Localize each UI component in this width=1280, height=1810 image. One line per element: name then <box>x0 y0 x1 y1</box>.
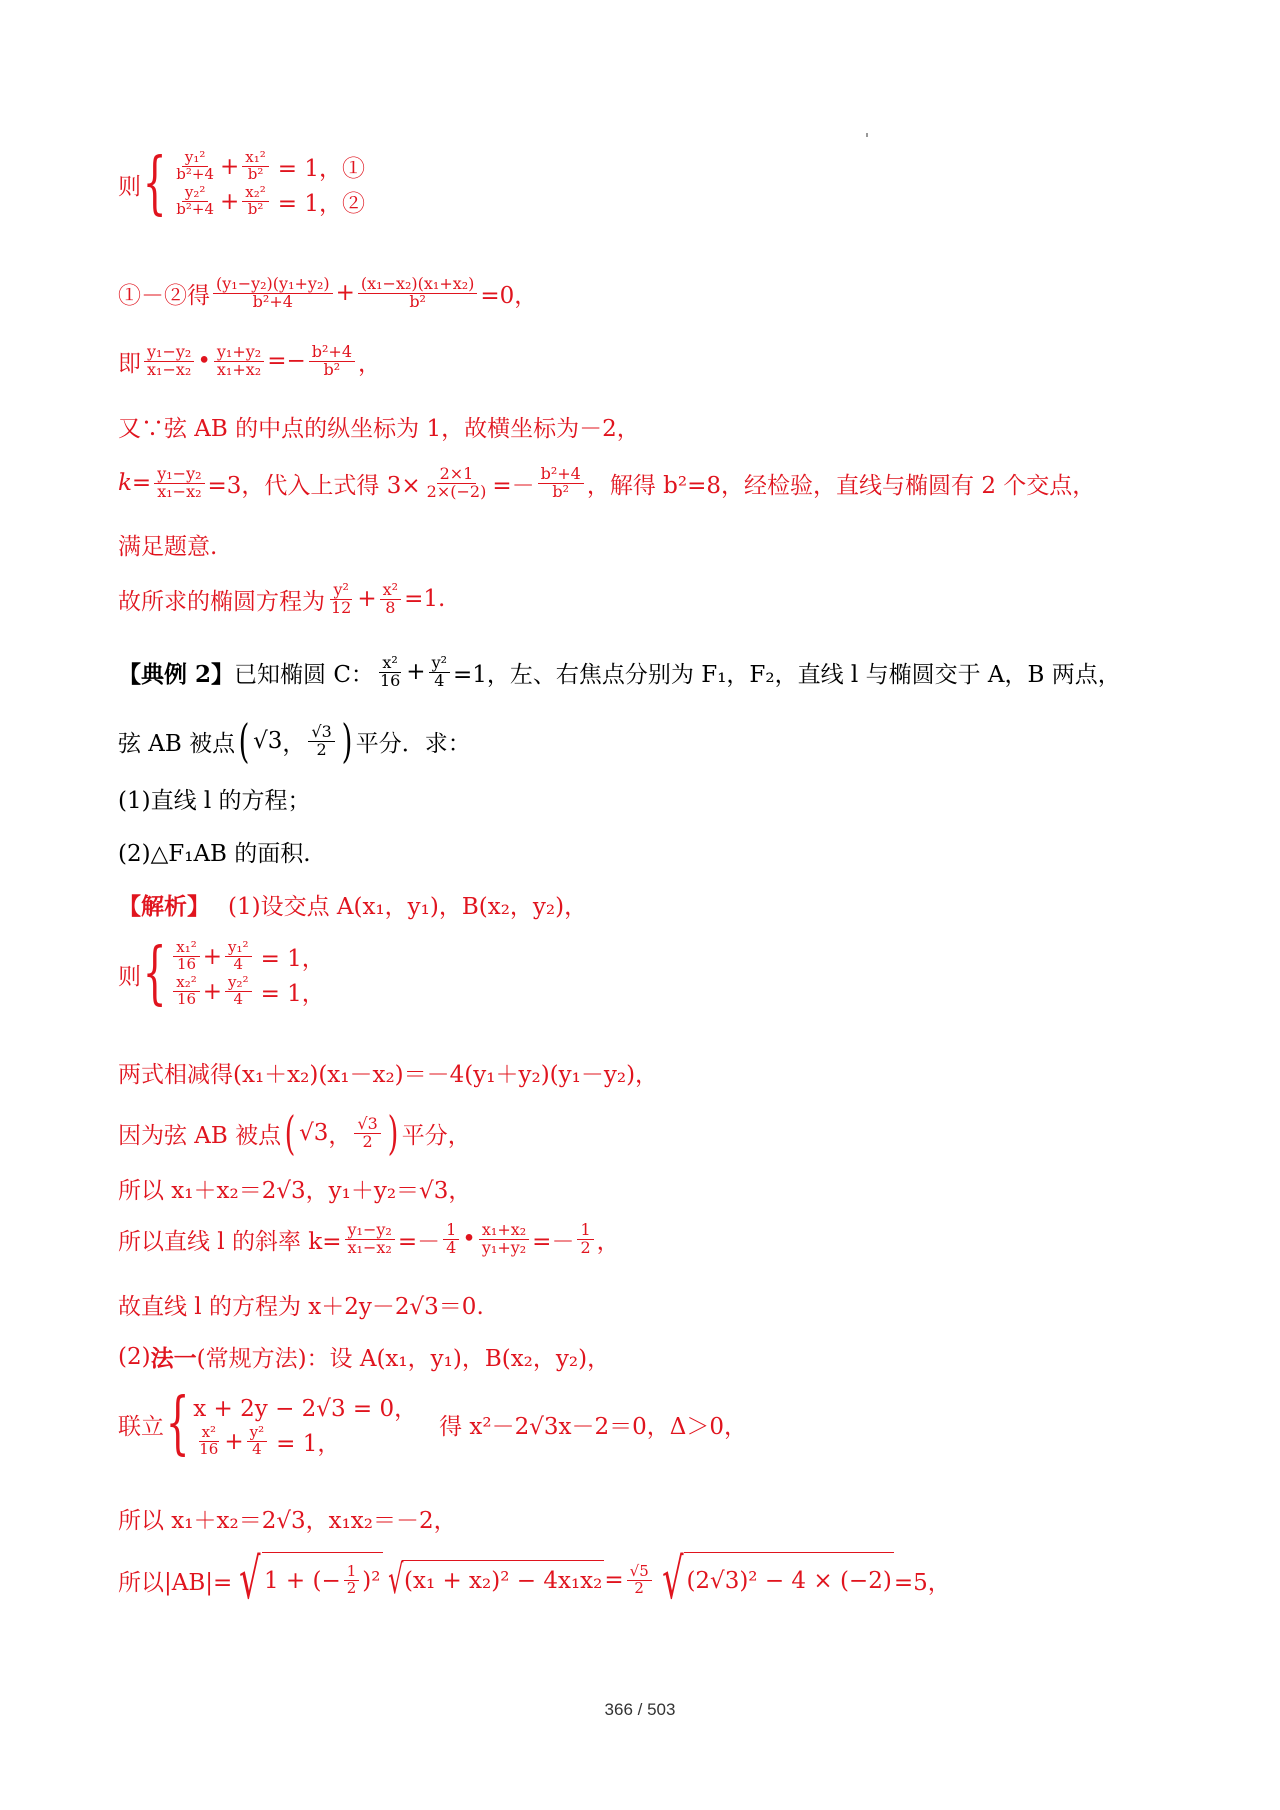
chord-length-line: 所以|AB|= √ 1 + (− $\frac{1}{2}$ )² √ (x₁ + x₂)² − 4x₁x₂ = $\frac{√5}{2}$ √ (2√3)² − 4 × (−2) =5， <box>118 1547 951 1612</box>
result-line: 故所求的椭圆方程为 $\frac{\text{y²}}{12}$ + $\frac{\text{x²}}{8}$ =1. <box>118 580 446 617</box>
fraction: $\frac{\text{b²+4}}{\text{b²}}$ <box>538 466 584 501</box>
equation-system: { $\frac{\text{x₁²}}{16}$ + $\frac{\text{y₁²}}{4}$ = 1， $\frac{\text{x₂²}}{16}$ + $\frac{\text{y₂²}}{4}$ = 1， <box>142 934 325 1013</box>
analysis-line: 【解析】 (1)设交点 A(x₁，y₁)，B(x₂，y₂)， <box>118 888 587 921</box>
text-ze: 则 <box>118 173 141 200</box>
slope-line: k= $\frac{\text{y₁−y₂}}{\text{x₁−x₂}}$ =3，代入上式得 3× $\frac{2\times 1}{2\times(-2)}$ =－ $\frac{\text{b²+4}}{\text{b²}}$ ，解得 b²=8，经检验，直线与椭圆有 2 个交点， <box>118 464 1096 501</box>
fraction: $\frac{\text{(x₁−x₂)(x₁+x₂)}}{\text{b²}}$ <box>358 276 478 311</box>
equation-system: { x + 2y − 2√3 = 0， $\frac{\text{x²}}{16}$ + $\frac{\text{y²}}{4}$ = 1， <box>165 1384 418 1463</box>
ratio-line: 即 $\frac{\text{y₁−y₂}}{\text{x₁−x₂}}$ • $\frac{\text{y₁+y₂}}{\text{x₁+x₂}}$ =− $\frac{\text{b²+4}}{\text{b²}}$ ， <box>118 342 381 379</box>
midpoint-line: 又∵弦 AB 的中点的纵坐标为 1，故横坐标为－2， <box>118 416 640 442</box>
satisfy-line: 满足题意. <box>118 534 218 560</box>
question-2: (2)△F₁AB 的面积. <box>118 841 311 867</box>
sqrt-expression: √ 1 + (− $\frac{1}{2}$ )² <box>239 1547 381 1612</box>
example-tag: 【典例 2】 <box>118 660 235 688</box>
fraction: $\frac{\text{y₁²}}{\text{b²+4}}$ <box>176 148 214 183</box>
analysis-tag: 【解析】 <box>118 893 210 920</box>
sum-line: 所以 x₁＋x₂＝2√3，y₁＋y₂＝√3， <box>118 1178 472 1204</box>
system-line-2: 则 { $\frac{\text{x₁²}}{16}$ + $\frac{\text{y₁²}}{4}$ = 1， $\frac{\text{x₂²}}{16}$ + $\frac{\text{y₂²}}{4}$ = 1， <box>118 934 325 1013</box>
joint-system-line: 联立 { x + 2y − 2√3 = 0， $\frac{\text{x²}}{16}$ + $\frac{\text{y²}}{4}$ = 1， 得 x²－2√3x－2＝0，Δ＞0， <box>118 1384 748 1463</box>
brace: { <box>142 144 167 223</box>
subtract-line-2: 两式相减得(x₁＋x₂)(x₁－x₂)＝－4(y₁＋y₂)(y₁－y₂)， <box>118 1062 659 1088</box>
sqrt-expression: √ (2√3)² − 4 × (−2) <box>661 1547 892 1612</box>
system-line-1 <box>118 144 365 223</box>
fraction: $\frac{\text{x₁²}}{\text{b²}}$ <box>242 150 269 183</box>
fraction: $\frac{\text{y²}}{12}$ <box>331 580 352 617</box>
fraction: $\frac{\text{(y₁−y₂)(y₁+y₂)}}{\text{b²+4}}$ <box>213 276 333 311</box>
line-equation: 故直线 l 的方程为 x＋2y－2√3＝0. <box>118 1294 484 1320</box>
scan-mark <box>866 133 868 137</box>
sqrt-expression: √ (x₁ + x₂)² − 4x₁x₂ <box>387 1557 603 1603</box>
fraction: $\frac{\text{y₁−y₂}}{\text{x₁−x₂}}$ <box>154 466 204 501</box>
fraction: $\frac{2\times 1}{2\times(-2)}$ <box>426 464 487 501</box>
subtract-line: ①－②得 $\frac{\text{(y₁−y₂)(y₁+y₂)}}{\text{b²+4}}$ + $\frac{\text{(x₁−x₂)(x₁+x₂)}}{\text{b²}}$ =0， <box>118 274 538 311</box>
vieta-line: 所以 x₁＋x₂＝2√3，x₁x₂＝－2， <box>118 1508 457 1534</box>
fraction: $\frac{\text{y₁+y₂}}{\text{x₁+x₂}}$ <box>214 344 264 379</box>
fraction: $\frac{√3}{2}$ <box>308 724 334 759</box>
page-number: 366 / 503 <box>604 1700 676 1719</box>
fraction: $\frac{\text{x₂²}}{\text{b²}}$ <box>242 185 269 218</box>
method-one-line: (2) 法一 (常规方法)：设 A(x₁，y₁)，B(x₂，y₂)， <box>118 1343 611 1372</box>
fraction: $\frac{\text{y₂²}}{\text{b²+4}}$ <box>176 183 214 218</box>
equation-system: { $\frac{\text{y₁²}}{\text{b²+4}}$ + $\frac{\text{x₁²}}{\text{b²}}$ = 1，① $\frac{\text{y₂²}}{\text{b²+4}}$ + $\frac{\text{x₂²}}{\text{b²}}$ = 1，② <box>142 144 365 223</box>
fraction: $\frac{\text{y₁−y₂}}{\text{x₁−x₂}}$ <box>144 344 194 379</box>
example2-line1: 【典例 2】 已知椭圆 C： $\frac{\text{x²}}{16}$ + $\frac{\text{y²}}{4}$ =1，左、右焦点分别为 F₁，F₂，直线 l 与椭圆交于 A，B 两点， <box>118 653 1121 690</box>
slope-line-2: 所以直线 l 的斜率 k= $\frac{\text{y₁−y₂}}{\text{x₁−x₂}}$ =－ $\frac{1}{4}$ • $\frac{\text{x₁+x₂}}{\text{y₁+y₂}}$ =－ $\frac{1}{2}$ ， <box>118 1220 620 1257</box>
fraction: $\frac{\text{b²+4}}{\text{b²}}$ <box>309 344 355 379</box>
question-1: (1)直线 l 的方程； <box>118 788 311 814</box>
fraction: $\frac{\text{x²}}{16}$ <box>379 653 401 690</box>
fraction: $\frac{\text{x²}}{8}$ <box>380 582 401 617</box>
bisect-line: 因为弦 AB 被点 ( √3 ， $\frac{√3}{2}$ ) 平分， <box>118 1106 471 1160</box>
fraction: $\frac{\text{y²}}{4}$ <box>429 655 450 690</box>
example2-line2: 弦 AB 被点 ( √3 ， $\frac{√3}{2}$ ) 平分．求： <box>118 714 471 768</box>
